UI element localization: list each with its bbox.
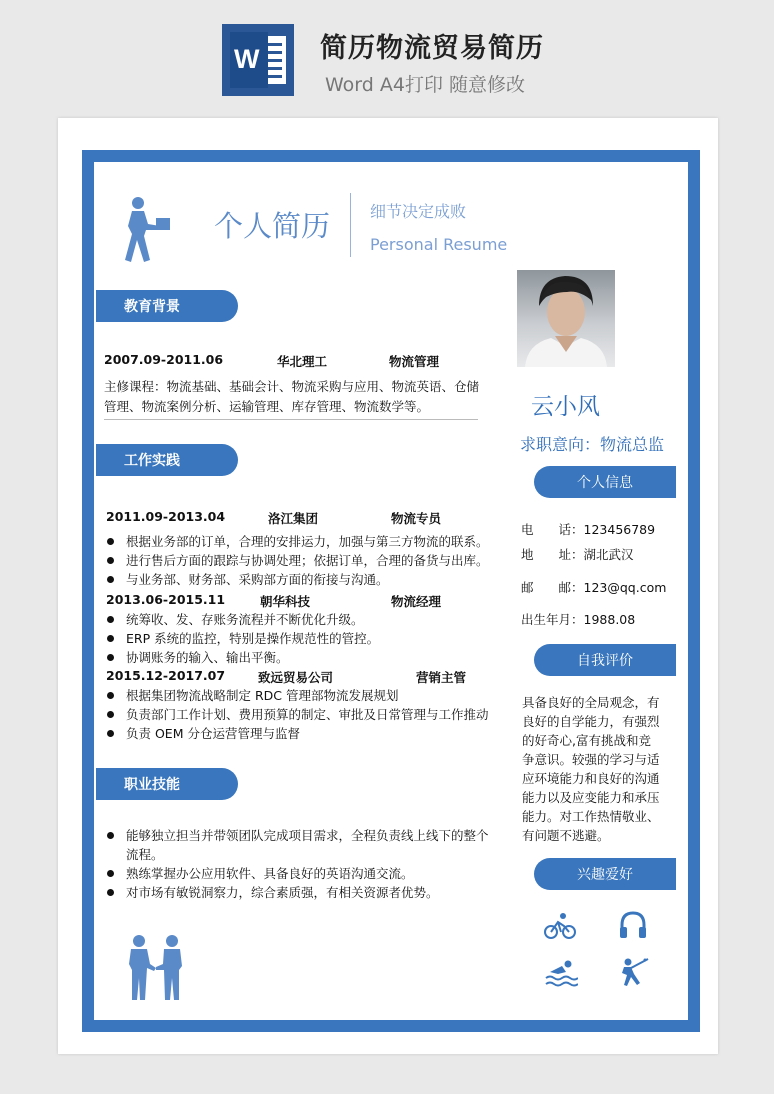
job-intent: 求职意向：物流总监 <box>520 435 665 454</box>
list-item: 统筹收、发、存账务流程并不断优化升级。 <box>104 610 379 629</box>
email-row <box>521 578 666 596</box>
birth-label: 出生年月： <box>521 612 584 627</box>
eval-line: 应环境能力和良好的沟通 <box>522 771 660 786</box>
eval-line: 有问题不逃避。 <box>522 828 610 843</box>
job-bullets <box>104 610 379 667</box>
resume-english-title: Personal Resume <box>370 235 508 254</box>
phone-label: 电 话： <box>521 522 584 537</box>
education-major: 物流管理 <box>389 354 440 369</box>
eval-line: 能力。对工作热情敬业、 <box>522 809 660 824</box>
avatar <box>517 270 615 367</box>
badminton-icon <box>616 956 650 992</box>
birth-row <box>521 610 635 628</box>
job-company: 致远贸易公司 <box>258 670 334 685</box>
eval-line: 良好的自学能力，有强烈 <box>522 714 660 729</box>
education-courses-line2: 管理、物流案例分析、运输管理、库存管理、物流数学等。 <box>104 399 430 414</box>
job-period: 2015.12-2017.07 <box>106 668 226 683</box>
education-row <box>0 352 774 370</box>
headphones-icon <box>618 910 648 944</box>
email-label: 邮 邮： <box>521 580 584 595</box>
section-hobbies: 兴趣爱好 <box>534 858 676 890</box>
list-item: 负责 OEM 分仓运营管理与监督 <box>104 724 489 743</box>
self-evaluation-text <box>522 693 672 845</box>
education-divider <box>104 419 478 420</box>
section-skills: 职业技能 <box>96 768 238 800</box>
list-item: 根据集团物流战略制定 RDC 管理部物流发展规划 <box>104 686 489 705</box>
eval-line: 具备良好的全局观念，有 <box>522 695 660 710</box>
resume-motto: 细节决定成败 <box>370 202 467 221</box>
list-item: 对市场有敏锐洞察力，综合素质强，有相关资源者优势。 <box>104 883 489 902</box>
header-divider <box>350 193 351 257</box>
resume-title: 个人简历 <box>214 209 331 243</box>
candidate-name: 云小风 <box>531 394 600 420</box>
email-value: 123@qq.com <box>583 580 667 595</box>
job-title: 物流专员 <box>391 511 442 526</box>
section-work: 工作实践 <box>96 444 238 476</box>
job-company: 洛江集团 <box>268 511 319 526</box>
education-courses-line1: 主修课程：物流基础、基础会计、物流采购与应用、物流英语、仓储 <box>104 379 480 394</box>
swimming-icon <box>544 958 578 992</box>
list-item: ERP 系统的监控，特别是操作规范性的管控。 <box>104 629 379 648</box>
eval-line: 能力以及应变能力和承压 <box>522 790 660 805</box>
walking-man-icon <box>116 196 174 268</box>
word-icon <box>222 24 294 96</box>
eval-line: 的好奇心,富有挑战和竞 <box>522 733 651 748</box>
word-icon-letter: W <box>234 44 260 74</box>
phone-value: 123456789 <box>583 522 656 537</box>
section-education: 教育背景 <box>96 290 238 322</box>
job-row <box>0 509 774 527</box>
banner-title: 简历物流贸易简历 <box>320 33 544 64</box>
birth-value: 1988.08 <box>583 612 636 627</box>
job-period: 2011.09-2013.04 <box>106 509 226 524</box>
education-period: 2007.09-2011.06 <box>104 352 224 367</box>
eval-line: 争意识。较强的学习与适 <box>522 752 660 767</box>
list-item: 熟练掌握办公应用软件、具备良好的英语沟通交流。 <box>104 864 489 883</box>
list-item: 进行售后方面的跟踪与协调处理；依据订单，合理的备货与出库。 <box>104 551 489 570</box>
address-label: 地 址： <box>521 547 584 562</box>
job-period: 2013.06-2015.11 <box>106 592 226 607</box>
job-bullets <box>104 686 489 743</box>
education-school: 华北理工 <box>277 354 328 369</box>
job-title: 营销主管 <box>416 670 467 685</box>
list-item: 与业务部、财务部、采购部方面的衔接与沟通。 <box>104 570 489 589</box>
job-title: 物流经理 <box>391 594 442 609</box>
handshake-icon <box>126 934 186 1008</box>
list-item-continuation <box>104 845 489 864</box>
list-item: 能够独立担当并带领团队完成项目需求，全程负责线上线下的整个 <box>104 826 489 845</box>
address-value: 湖北武汉 <box>583 547 634 562</box>
phone-row <box>521 520 655 538</box>
banner-subtitle: Word A4打印 随意修改 <box>325 74 526 96</box>
job-company: 朝华科技 <box>260 594 311 609</box>
section-self-evaluation: 自我评价 <box>534 644 676 676</box>
list-item: 协调账务的输入、输出平衡。 <box>104 648 379 667</box>
cycling-icon <box>544 912 576 944</box>
skills-bullets <box>104 826 489 902</box>
list-item: 负责部门工作计划、费用预算的制定、审批及日常管理与工作推动 <box>104 705 489 724</box>
list-item: 根据业务部的订单，合理的安排运力，加强与第三方物流的联系。 <box>104 532 489 551</box>
address-row <box>521 545 634 563</box>
job-bullets <box>104 532 489 589</box>
skills-continuation: 流程。 <box>126 847 164 862</box>
section-personal-info: 个人信息 <box>534 466 676 498</box>
